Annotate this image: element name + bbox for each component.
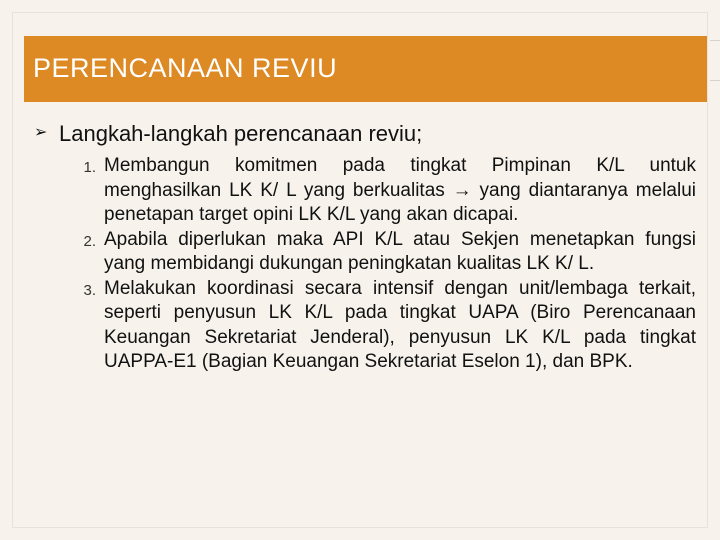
list-item-text: Membangun komitmen pada tingkat Pimpinan K/L untuk menghasilkan LK K/ L yang berkualitas → yang diantaranya melalui penetapan target opini LK K/L yang akan dicapai. xyxy=(104,155,696,225)
bullet-text: Langkah-langkah perencanaan reviu; xyxy=(59,121,423,146)
list-item-text: Apabila diperlukan maka API K/L atau Sekjen menetapkan fungsi yang membidangi dukungan peningkatan kualitas LK K/ L. xyxy=(104,228,696,274)
steps-list xyxy=(34,154,696,375)
slide-title: PERENCANAAN REVIU xyxy=(33,52,338,83)
list-number: 1. xyxy=(83,159,96,176)
arrowhead-bullet-icon: ➢ xyxy=(34,124,48,141)
list-item xyxy=(34,154,696,228)
list-number: 2. xyxy=(83,232,96,250)
bullet-item xyxy=(34,118,696,150)
title-bar xyxy=(24,36,707,102)
list-item xyxy=(34,228,696,277)
list-item-text: Melakukan koordinasi secara intensif dengan unit/lembaga terkait, seperti penyusun LK K/L pada tingkat UAPA (Biro Perencanaan Keuangan Sekretariat Jenderal), penyusun LK K/L pada tingkat UAPPA-E1 (Bagian Keuangan Sekretariat Eselon 1), dan BPK. xyxy=(104,277,696,372)
decorative-line xyxy=(710,40,720,41)
list-item xyxy=(34,277,696,375)
list-number: 3. xyxy=(83,281,96,299)
slide-content xyxy=(34,118,696,375)
decorative-line xyxy=(710,80,720,81)
